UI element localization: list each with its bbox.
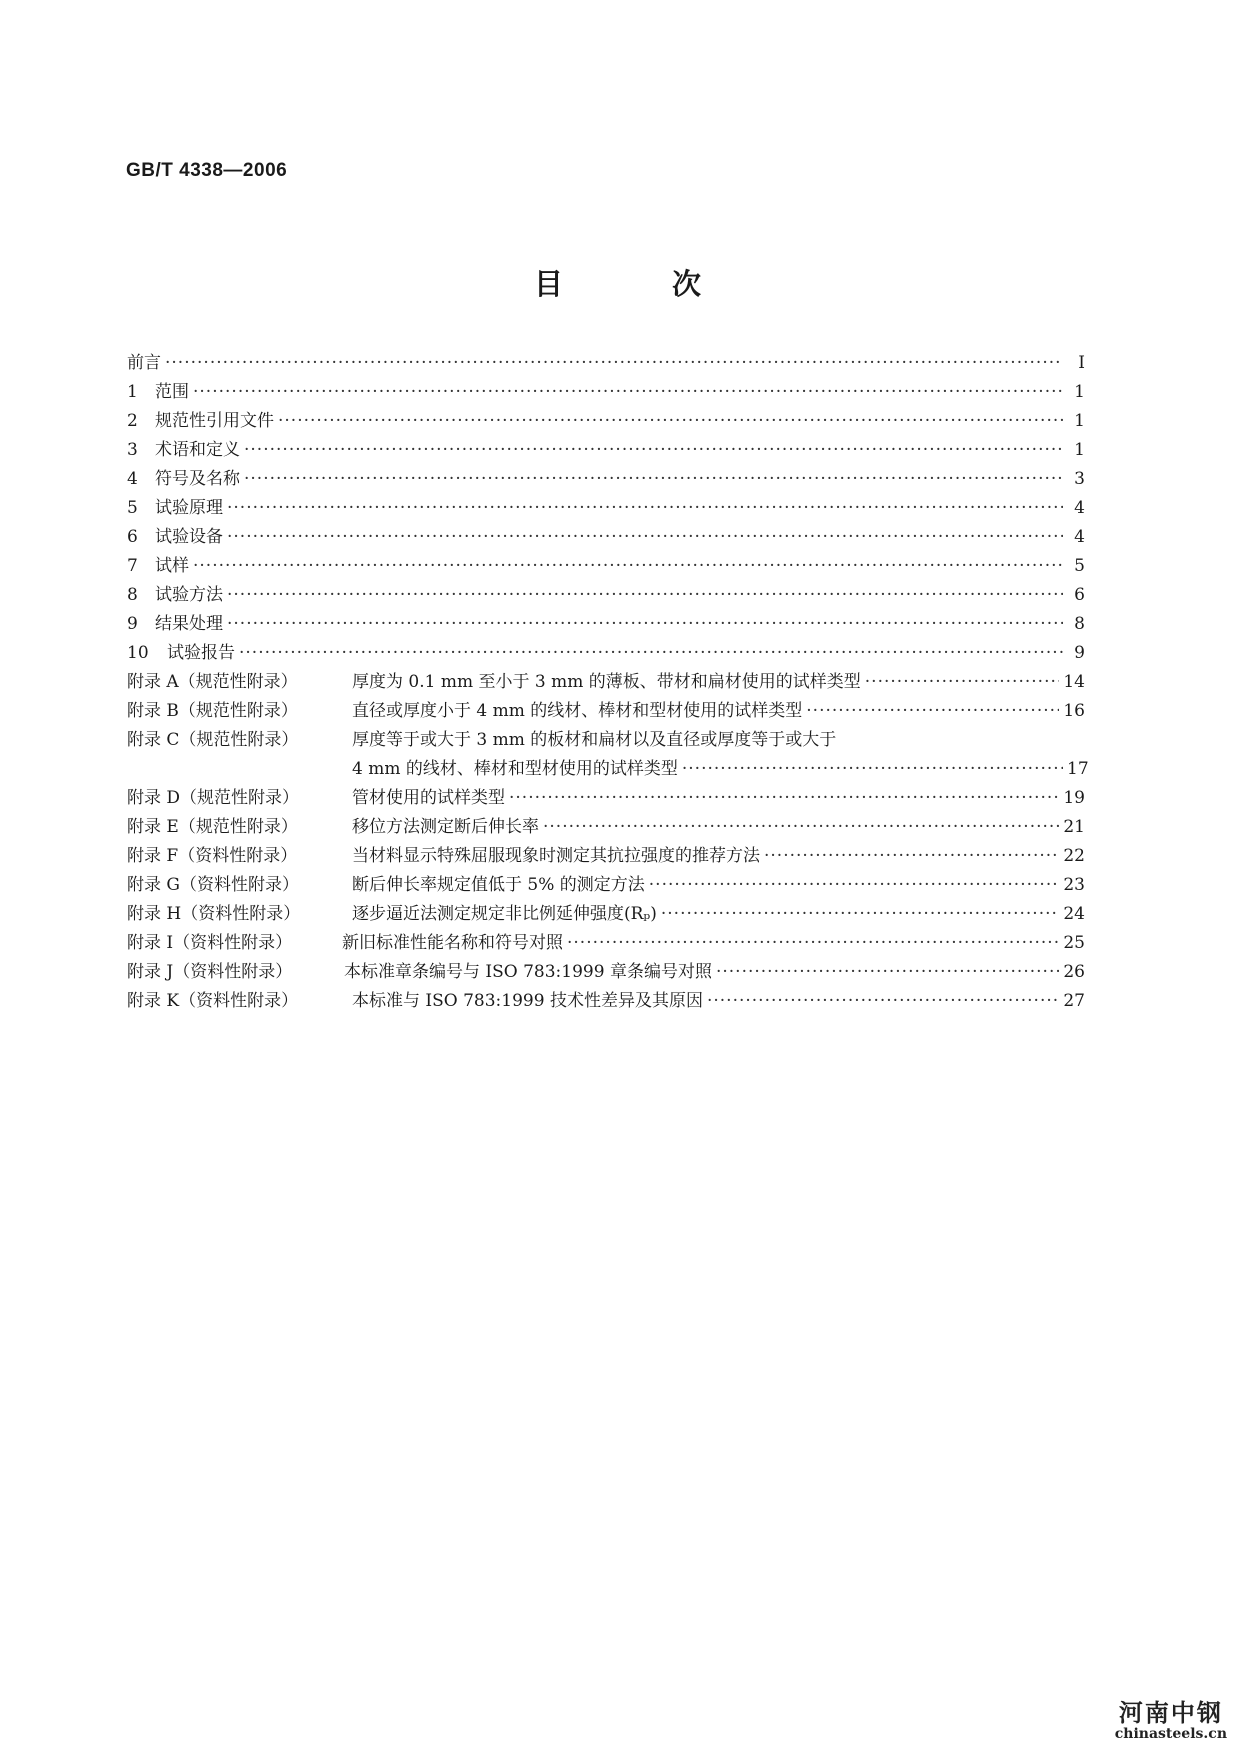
toc-entry-1[interactable] bbox=[127, 373, 1085, 403]
annex-label: 附录 I（资料性附录） bbox=[127, 933, 293, 953]
dot-leader bbox=[193, 381, 1063, 403]
toc-entry-number: 10 bbox=[127, 643, 149, 663]
toc-entry-number: 3 bbox=[127, 440, 138, 460]
dot-leader bbox=[227, 526, 1063, 548]
toc-entry-page: 1 bbox=[1074, 382, 1085, 402]
watermark-logo-text: 河南中钢 bbox=[1118, 1699, 1223, 1727]
toc-annex-j[interactable] bbox=[127, 953, 1085, 983]
toc-annex-k[interactable] bbox=[127, 982, 1085, 1012]
annex-label: 附录 C（规范性附录） bbox=[127, 730, 299, 750]
dot-leader bbox=[193, 555, 1063, 577]
annex-label: 附录 G（资料性附录） bbox=[127, 875, 299, 895]
dot-leader bbox=[165, 352, 1063, 374]
toc-entry-number: 7 bbox=[127, 556, 138, 576]
toc-entry-title: 试验原理 bbox=[155, 498, 223, 518]
toc-entry-title: 结果处理 bbox=[155, 614, 223, 634]
toc-entry-title: 断后伸长率规定值低于 5% 的测定方法 bbox=[352, 875, 645, 895]
toc-annex-f[interactable] bbox=[127, 837, 1085, 867]
toc-entry-page: 1 bbox=[1074, 411, 1085, 431]
dot-leader bbox=[661, 903, 1059, 925]
toc-entry-number: 4 bbox=[127, 469, 138, 489]
toc-entry-page: 16 bbox=[1063, 701, 1085, 721]
toc-entry-number: 2 bbox=[127, 411, 138, 431]
annex-label: 附录 E（规范性附录） bbox=[127, 817, 298, 837]
dot-leader bbox=[682, 758, 1063, 780]
annex-label: 附录 J（资料性附录） bbox=[127, 962, 293, 982]
toc-entry-title: 新旧标准性能名称和符号对照 bbox=[342, 933, 563, 953]
dot-leader bbox=[244, 439, 1063, 461]
toc-entry-page: 17 bbox=[1067, 759, 1089, 779]
toc-entry-page: 4 bbox=[1074, 527, 1085, 547]
toc-entry-9[interactable] bbox=[127, 605, 1085, 635]
dot-leader bbox=[764, 845, 1059, 867]
dot-leader bbox=[239, 642, 1063, 664]
toc-entry-title: 符号及名称 bbox=[155, 469, 240, 489]
toc-annex-c-continuation[interactable] bbox=[352, 750, 1089, 780]
toc-annex-d[interactable] bbox=[127, 779, 1085, 809]
toc-annex-c[interactable] bbox=[127, 721, 1085, 751]
toc-annex-i[interactable] bbox=[127, 924, 1085, 954]
dot-leader bbox=[244, 468, 1063, 490]
annex-label: 附录 K（资料性附录） bbox=[127, 991, 299, 1011]
dot-leader bbox=[716, 961, 1059, 983]
toc-entry-title: 移位方法测定断后伸长率 bbox=[352, 817, 539, 837]
toc-entry-number: 5 bbox=[127, 498, 138, 518]
toc-entry-title: 试验方法 bbox=[155, 585, 223, 605]
annex-label: 附录 F（资料性附录） bbox=[127, 846, 298, 866]
toc-entry-10[interactable] bbox=[127, 634, 1085, 664]
toc-entry-title: 范围 bbox=[155, 382, 189, 402]
toc-entry-title: 规范性引用文件 bbox=[155, 411, 274, 431]
dot-leader bbox=[227, 584, 1063, 606]
toc-annex-h[interactable] bbox=[127, 895, 1085, 925]
toc-entry-number: 1 bbox=[127, 382, 138, 402]
toc-entry-8[interactable] bbox=[127, 576, 1085, 606]
toc-entry-4[interactable] bbox=[127, 460, 1085, 490]
toc-entry-page: 8 bbox=[1074, 614, 1085, 634]
dot-leader bbox=[543, 816, 1059, 838]
toc-entry-title: 管材使用的试样类型 bbox=[352, 788, 505, 808]
dot-leader bbox=[227, 613, 1063, 635]
toc-entry-7[interactable] bbox=[127, 547, 1085, 577]
watermark-url: chinasteels.cn bbox=[1114, 1726, 1227, 1742]
dot-leader bbox=[278, 410, 1063, 432]
toc-entry-page: 9 bbox=[1074, 643, 1085, 663]
toc-entry-page: 23 bbox=[1063, 875, 1085, 895]
toc-entry-page: 25 bbox=[1063, 933, 1085, 953]
annex-label: 附录 A（规范性附录） bbox=[127, 672, 298, 692]
toc-entry-page: 14 bbox=[1063, 672, 1085, 692]
toc-entry-page: 4 bbox=[1074, 498, 1085, 518]
toc-entry-title: 厚度为 0.1 mm 至小于 3 mm 的薄板、带材和扁材使用的试样类型 bbox=[352, 672, 861, 692]
toc-entry-title: 术语和定义 bbox=[155, 440, 240, 460]
toc-annex-e[interactable] bbox=[127, 808, 1085, 838]
toc-entry-page: 24 bbox=[1063, 904, 1085, 924]
toc-entry-title: 试验报告 bbox=[167, 643, 235, 663]
annex-label: 附录 D（规范性附录） bbox=[127, 788, 300, 808]
toc-entry-page: 22 bbox=[1063, 846, 1085, 866]
dot-leader bbox=[806, 700, 1059, 722]
toc-entry-title-continuation: 4 mm 的线材、棒材和型材使用的试样类型 bbox=[352, 759, 678, 779]
dot-leader bbox=[707, 990, 1059, 1012]
toc-entry-page: 21 bbox=[1063, 817, 1085, 837]
page-title: 目 次 bbox=[533, 267, 741, 301]
toc-entry-title: 本标准与 ISO 783:1999 技术性差异及其原因 bbox=[352, 991, 703, 1011]
toc-entry-page: I bbox=[1078, 353, 1085, 373]
toc-entry-2[interactable] bbox=[127, 402, 1085, 432]
toc-entry-page: 1 bbox=[1074, 440, 1085, 460]
site-watermark bbox=[1115, 1700, 1227, 1742]
toc-entry-page: 5 bbox=[1074, 556, 1085, 576]
standard-code: GB/T 4338—2006 bbox=[126, 160, 288, 181]
dot-leader bbox=[509, 787, 1059, 809]
toc-entry-5[interactable] bbox=[127, 489, 1085, 519]
toc-entry-page: 6 bbox=[1074, 585, 1085, 605]
toc-entry-page: 27 bbox=[1063, 991, 1085, 1011]
toc-entry-title: 试验设备 bbox=[155, 527, 223, 547]
toc-entry-number: 9 bbox=[127, 614, 138, 634]
toc-entry-title: 前言 bbox=[127, 353, 161, 373]
toc-entry-title: 逐步逼近法测定规定非比例延伸强度(Rₚ) bbox=[352, 904, 657, 924]
toc-annex-b[interactable] bbox=[127, 692, 1085, 722]
annex-label: 附录 H（资料性附录） bbox=[127, 904, 301, 924]
toc-entry-title: 试样 bbox=[155, 556, 189, 576]
toc-entry-number: 6 bbox=[127, 527, 138, 547]
toc-entry-number: 8 bbox=[127, 585, 138, 605]
toc-entry-title: 当材料显示特殊屈服现象时测定其抗拉强度的推荐方法 bbox=[352, 846, 760, 866]
toc-annex-a[interactable] bbox=[127, 663, 1085, 693]
toc-entry-title: 直径或厚度小于 4 mm 的线材、棒材和型材使用的试样类型 bbox=[352, 701, 803, 721]
toc-annex-g[interactable] bbox=[127, 866, 1085, 896]
toc-entry-6[interactable] bbox=[127, 518, 1085, 548]
dot-leader bbox=[649, 874, 1060, 896]
toc-entry-page: 3 bbox=[1074, 469, 1085, 489]
dot-leader bbox=[567, 932, 1059, 954]
toc-entry-3[interactable] bbox=[127, 431, 1085, 461]
dot-leader bbox=[865, 671, 1060, 693]
toc-entry-page: 26 bbox=[1063, 962, 1085, 982]
toc-entry-title: 本标准章条编号与 ISO 783:1999 章条编号对照 bbox=[344, 962, 712, 982]
toc-entry-page: 19 bbox=[1063, 788, 1085, 808]
toc-entry-foreword[interactable] bbox=[127, 344, 1085, 374]
dot-leader bbox=[227, 497, 1063, 519]
annex-label: 附录 B（规范性附录） bbox=[127, 701, 298, 721]
toc-entry-title: 厚度等于或大于 3 mm 的板材和扁材以及直径或厚度等于或大于 bbox=[352, 730, 837, 750]
